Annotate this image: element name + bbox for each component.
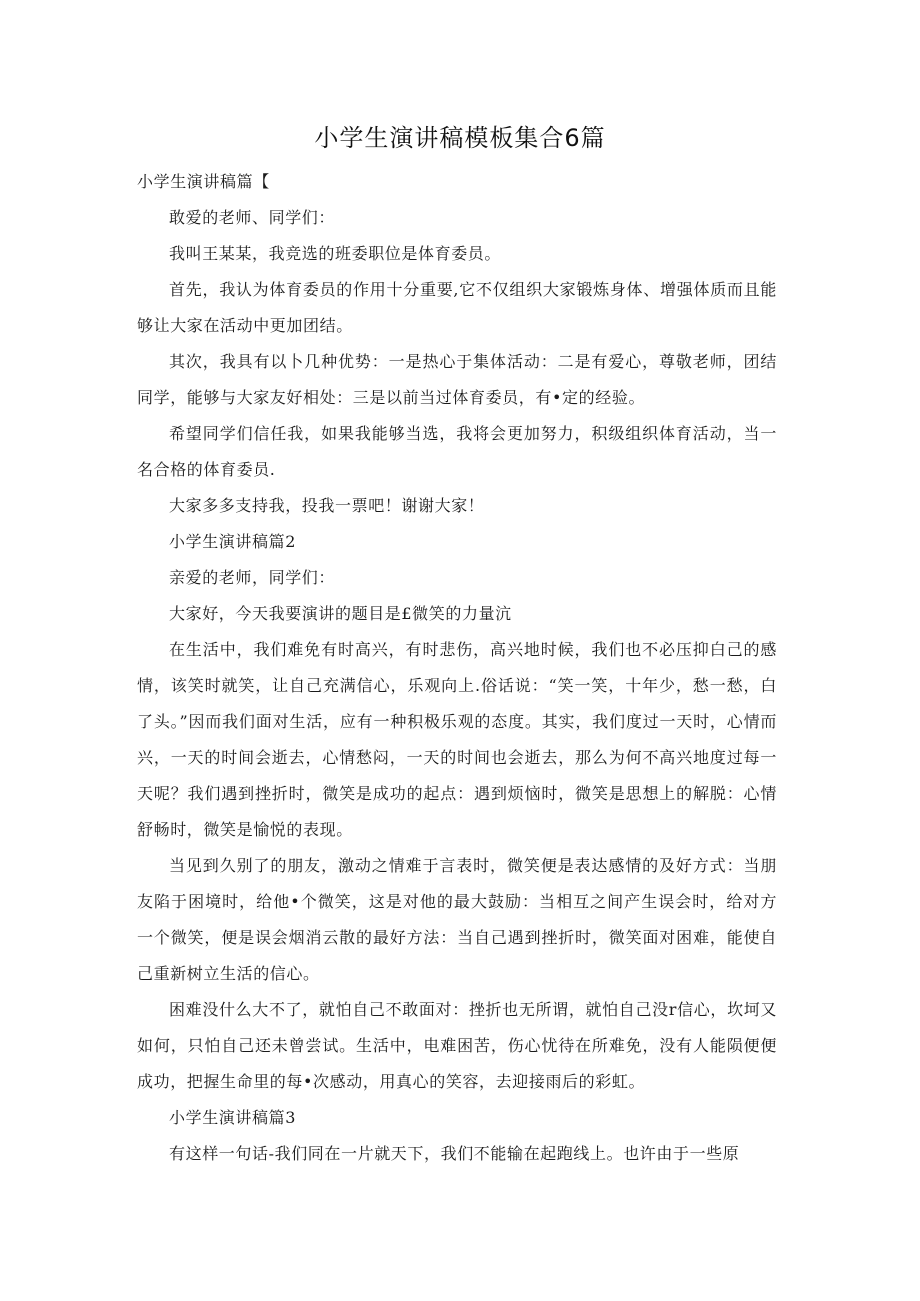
- paragraph: 大家好，今天我要演讲的题目是£微笑的力量沆: [169, 604, 512, 623]
- section-heading-1: 小学生演讲稿篇【: [137, 172, 270, 191]
- section-heading-3: 小学生演讲稿篇3: [169, 1108, 296, 1127]
- paragraph: 困难没什么大不了，就怕自己不敢面对：挫折也无所谓，就怕自己没r信心，坎坷又如何，只怕自己还未曾尝试。生活中，电难困苦，伤心忧待在所难免，没有人能陨便便成功，把握生命里的每•次感动，用真心的笑容，去迎接雨后的彩虹。: [137, 1000, 777, 1091]
- paragraph: 亲爱的老师，同学们：: [169, 568, 336, 587]
- paragraph: 有这样一句话-我们同在一片就天下，我们不能输在起跑线上。也许由于一些原: [169, 1144, 740, 1163]
- paragraph: 首先，我认为体育委员的作用十分重要,它不仅组织大家锻炼身体、增强体质而且能够让大家在活动中更加团结。: [137, 280, 777, 335]
- section-heading-2: 小学生演讲稿篇2: [169, 532, 296, 551]
- document-title: 小学生演讲稿模板集合6篇: [314, 124, 606, 152]
- paragraph: 在生活中，我们难免有时高兴，有时悲伤，高兴地时候，我们也不必压抑白己的感情，该笑时就笑，让自己充满信心，乐观向上.俗话说：“笑一笑，十年少，愁一愁，白了头。”因而我们面对生活，应有一种积极乐观的态度。其实，我们度过一天时，心情而兴，一天的时间会逝去，心情愁闷，一天的时间也会逝去，那么为何不高兴地度过每一天呢？我们遇到挫折时，微笑是成功的起点：遇到烦恼时，微笑是思想上的解脱：心情舒畅时，微笑是愉悦的表现。: [137, 640, 777, 839]
- paragraph: 当见到久别了的朋友，激动之情难于言表时，微笑便是表达感情的及好方式：当朋友陷于困境时，给他•个微笑，这是对他的最大鼓励：当相互之间产生误会时，给对方一个微笑，便是误会烟消云散的最好方法：当自己遇到挫折时，微笑面对困难，能使自己重新树立生活的信心。: [137, 856, 777, 983]
- paragraph: 其次，我具有以卜几种优势：一是热心于集体活动：二是有爱心，尊敬老师，团结同学，能够与大家友好相处：三是以前当过体育委员，有•定的经验。: [137, 352, 777, 407]
- paragraph: 我叫王某某，我竞选的班委职位是体育委员。: [169, 244, 502, 263]
- paragraph: 希望同学们信任我，如果我能够当选，我将会更加努力，积级组织体育活动，当一名合格的体育委员.: [137, 424, 777, 479]
- paragraph: 大家多多支持我，投我一票吧！谢谢大家！: [169, 496, 485, 515]
- document-body: [137, 164, 777, 1172]
- paragraph: 敢爱的老师、同学们：: [169, 208, 336, 227]
